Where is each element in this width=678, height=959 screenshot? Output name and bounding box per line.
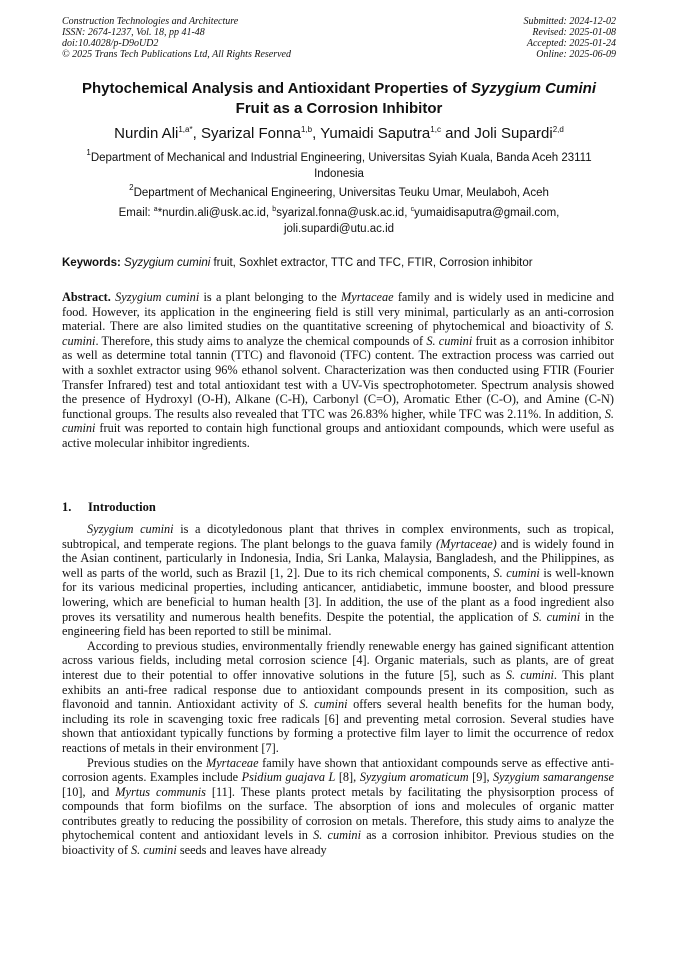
email-mark-a: a (153, 206, 158, 213)
author-emails (60, 205, 618, 237)
section-title: Introduction (88, 500, 156, 514)
email-mark-c: c (410, 206, 415, 213)
journal-doi: doi:10.4028/p-D9oUD2 (62, 38, 159, 49)
species-name: S. cumini (62, 319, 614, 348)
paragraph-text: [10], and (62, 784, 116, 799)
paragraph-text: [9], (468, 770, 494, 785)
species-name: S. cumini (130, 843, 177, 858)
author-name: Syarizal Fonna (200, 125, 301, 142)
paragraph-text: Previous studies on the (87, 755, 206, 770)
abstract-text: fruit as a corrosion inhibitor as well as determine total tannin (TTC) and flavonoid (TFC) content. The extraction process was carried out with a soxhlet extractor using 96% ethanol solvent. Characterization was then conducted using FTIR (Fourier Transfer Infrared) test and total antioxidant test with a UV-Vis spectrophotometer. Spectrum analysis showed the presence of Hydroxyl (O-H), Alkane (C-H), Carbonyl (C=O), Aromatic Ether (C-O), and Amine (C-N) functional groups. The results also revealed that TTC was 26.83% higher, while TFC was 2.11%. In addition, (62, 333, 614, 421)
paragraph-text: offers several health benefits for the human body, including its role in scavenging toxic free radicals [6] and preventing metal corrosion. Several studies have shown that antioxidant typically functions by forming a protective film layer to limit the occurrence of redox reactions of metals in their environment [7]. (62, 697, 615, 755)
author-affiliation-mark: 1,c (430, 125, 441, 134)
abstract (62, 290, 614, 451)
affiliation-2 (60, 185, 618, 201)
paragraph-text: family have shown that antioxidant compounds serve as effective anti-corrosion agents. Examples include (62, 755, 614, 785)
species-name: S. cumini (493, 565, 540, 580)
paragraph-text: . This plant exhibits an anti-free radical response due to antioxidant compounds present in its composition, such as flavonoid and tannin. Antioxidant activity of (62, 667, 615, 712)
species-name: (Myrtaceae) (436, 536, 497, 551)
author-list (40, 124, 638, 144)
species-name: Myrtaceae (205, 755, 259, 770)
author-separator: and (440, 125, 475, 142)
email-mark-b: b (272, 206, 277, 213)
species-name: S. cumini (505, 667, 554, 682)
species-name: Psidium guajava L (241, 770, 336, 785)
paragraph-text: According to previous studies, environmentally friendly renewable energy has gained significant attention across various fields, including metal corrosion science [4]. Organic materials, such as plants, are of great interest due to their potential to offer innovative solutions in the future [5], such as (62, 638, 614, 682)
paragraph-text: seeds and leaves have already (176, 843, 327, 858)
author-name: Yumaidi Saputra (320, 125, 431, 142)
author-separator: , (192, 125, 201, 142)
keywords-label: Keywords: (62, 257, 121, 269)
submitted-date: Submitted: 2024-12-02 (523, 16, 616, 27)
affiliation-2-mark: 2 (129, 183, 134, 192)
species-name: Syzygium aromaticum (359, 770, 469, 785)
email-label: Email: (118, 207, 154, 219)
paragraph-text: as a corrosion inhibitor. Previous studies on the bioactivity of (62, 828, 614, 858)
author-name: Nurdin Ali (114, 125, 179, 142)
affiliation-1-text: Department of Mechanical and Industrial Engineering, Universitas Syiah Kuala, Banda Aceh 23111 Indonesia (90, 152, 592, 180)
paragraph-text: is a dicotyledonous plant that thrives in complex environments, such as tropical, subtropical, and temperate regions. The plant belongs to the guava family (62, 522, 614, 551)
species-name: S. cumini (426, 333, 473, 348)
keywords-list: fruit, Soxhlet extractor, TTC and TFC, FTIR, Corrosion inhibitor (210, 257, 533, 269)
intro-paragraph-3 (62, 756, 614, 858)
online-date: Online: 2025-06-09 (536, 49, 616, 60)
species-name: S. cumini (313, 828, 361, 843)
affiliation-1 (60, 150, 618, 182)
species-name: Syzygium cumini (87, 522, 174, 536)
abstract-text: family and is widely used in medicine and food. However, its application in the engineering field is still very minimal, particularly as an anti-corrosion material. There are also limited studies on the quantitative screening of phytochemical and bioactivity of (62, 290, 614, 334)
intro-paragraph-2 (62, 639, 614, 756)
journal-copyright: © 2025 Trans Tech Publications Ltd, All Rights Reserved (62, 49, 291, 60)
journal-header-left (62, 16, 291, 60)
abstract-text: fruit was reported to contain high functional groups and antioxidant compounds, which were useful as active molecular inhibitor ingredients. (62, 421, 614, 450)
revised-date: Revised: 2025-01-08 (532, 27, 616, 38)
journal-header-right (524, 16, 617, 60)
affiliation-2-text: Department of Mechanical Engineering, Universitas Teuku Umar, Meulaboh, Aceh (133, 187, 549, 199)
species-name: S. cumini (62, 406, 614, 436)
email-link-c[interactable]: yumaidisaputra@gmail.com, (414, 207, 560, 219)
title-species: Syzygium Cumini (470, 80, 596, 97)
species-name: Syzygium samarangense (493, 770, 615, 785)
paragraph-text: [8], (335, 770, 360, 785)
introduction-body (62, 522, 614, 858)
abstract-label: Abstract. (62, 290, 111, 304)
keywords-species: Syzygium cumini (124, 257, 211, 269)
species-name: Syzygium cumini (115, 290, 200, 304)
paragraph-text: and is widely found in the Asian continent, particularly in Indonesia, India, Sri Lanka, Malaysia, Bangladesh, and the Philippines, as well as parts of the world, such as Brazil [1, 2]. Due to its rich chemical components, (62, 536, 614, 580)
paper-title (40, 79, 638, 119)
affiliation-1-mark: 1 (86, 148, 91, 157)
title-part2: Fruit as a Corrosion Inhibitor (235, 100, 443, 117)
author-affiliation-mark: 1,a* (178, 125, 193, 134)
species-name: Myrtaceae (341, 290, 394, 304)
accepted-date: Accepted: 2025-01-24 (526, 38, 616, 49)
keywords (62, 255, 618, 271)
paragraph-text: is well-known for its various medicinal properties, including anticancer, antidiabetic, immune booster, and blood pressure lowering, which are beneficial to human health [3]. In addition, the use of the plant as a food ingredient also proves its versatility and numerous health benefits. Despite the potential, the application of (62, 565, 614, 624)
species-name: Myrtus communis (115, 784, 206, 799)
section-heading-introduction (62, 500, 156, 515)
author-affiliation-mark: 2,d (552, 125, 564, 134)
title-part1: Phytochemical Analysis and Antioxidant Properties of (81, 80, 471, 97)
intro-paragraph-1 (62, 522, 614, 639)
species-name: S. cumini (299, 697, 348, 712)
species-name: S. cumini (532, 609, 581, 624)
paragraph-text: in the engineering field has been reported to still be minimal. (62, 609, 614, 639)
journal-name: Construction Technologies and Architecture (62, 16, 239, 27)
email-link-a[interactable]: *nurdin.ali@usk.ac.id, (157, 207, 273, 219)
journal-issn: ISSN: 2674-1237, Vol. 18, pp 41-48 (62, 27, 205, 38)
email-link-d[interactable]: joli.supardi@utu.ac.id (283, 223, 395, 235)
abstract-text: is a plant belonging to the (199, 290, 341, 304)
author-name: Joli Supardi (474, 125, 553, 142)
paragraph-text: [11]. These plants protect metals by facilitating the physisorption process of compounds that form biofilms on the surface. The absorption of ions and molecules of organic matter contributes greatly to reducing the possibility of corrosion on metals. Therefore, this study aims to analyze the phytochemical content and antioxidant levels in (62, 784, 615, 843)
email-link-b[interactable]: syarizal.fonna@usk.ac.id, (276, 207, 411, 219)
abstract-text: . Therefore, this study aims to analyze the chemical compounds of (95, 333, 427, 348)
section-number: 1. (62, 500, 72, 514)
author-separator: , (312, 125, 321, 142)
author-affiliation-mark: 1,b (301, 125, 313, 134)
